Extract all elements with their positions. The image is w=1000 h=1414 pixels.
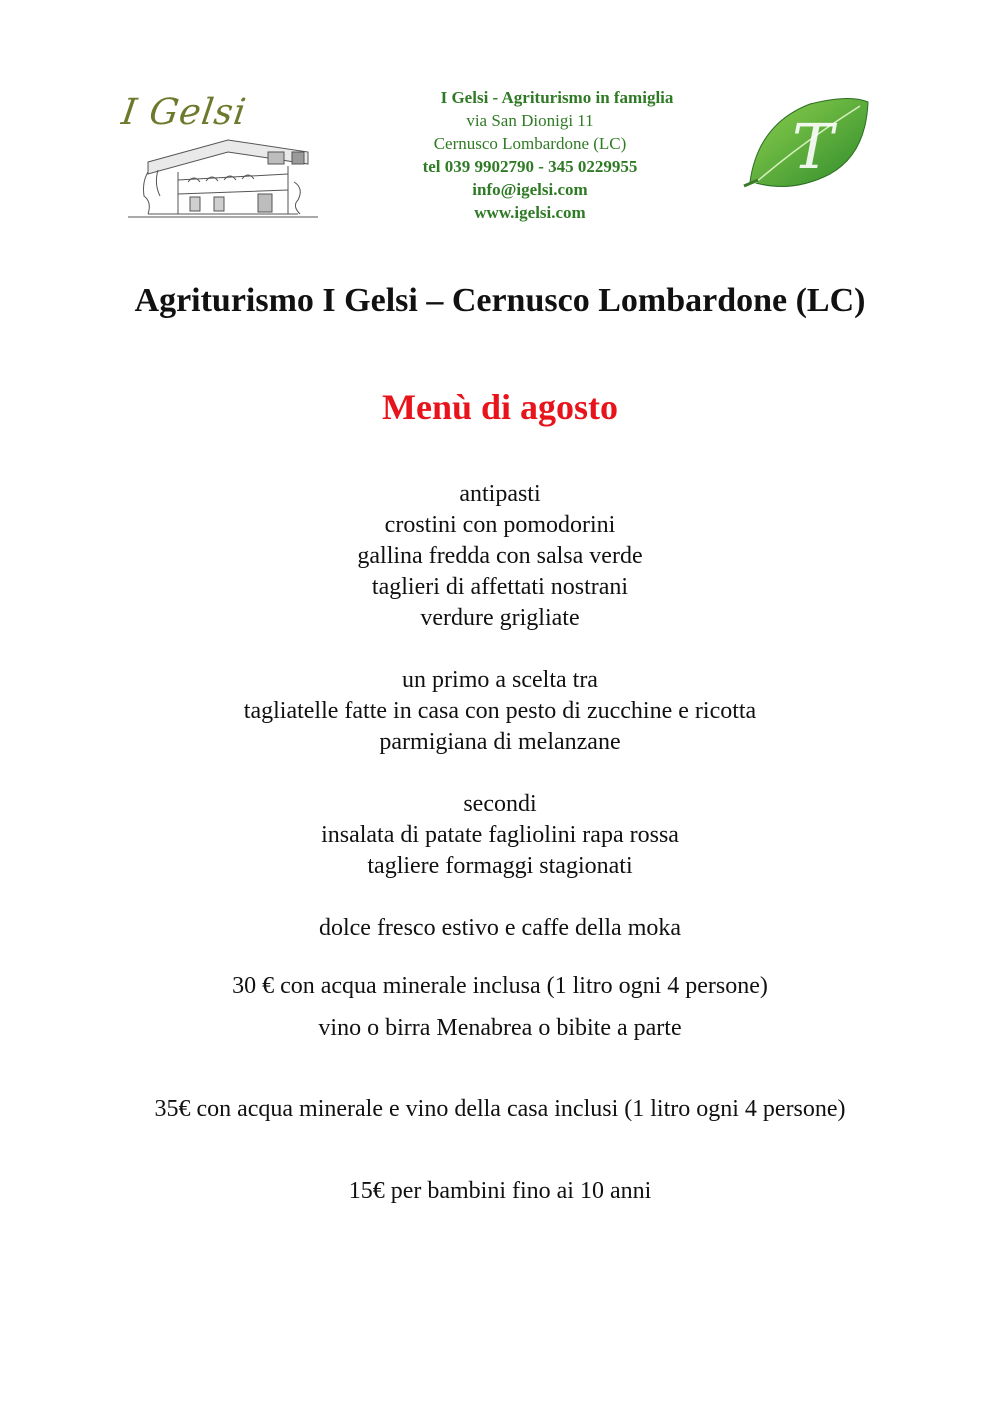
email-address: info@igelsi.com xyxy=(472,180,588,199)
price-line-children: 15€ per bambini fino ai 10 anni xyxy=(348,1178,652,1204)
logo-text: I Gelsi xyxy=(119,92,250,133)
drinks-note: vino o birra Menabrea o bibite a parte xyxy=(318,1015,682,1041)
address-city: Cernusco Lombardone (LC) xyxy=(433,134,627,153)
menu-item: tagliere formaggi stagionati xyxy=(367,853,633,879)
page-title: Agriturismo I Gelsi – Cernusco Lombardone (LC) xyxy=(134,282,866,319)
price-line-30: 30 € con acqua minerale inclusa (1 litro ogni 4 persone) xyxy=(232,973,768,999)
section-heading-primi: un primo a scelta tra xyxy=(402,667,598,693)
menu-item: gallina fredda con salsa verde xyxy=(357,543,643,569)
igelsi-logo xyxy=(118,92,328,222)
section-heading-secondi: secondi xyxy=(463,791,537,817)
phone-number: tel 039 9902790 - 345 0229955 xyxy=(422,157,638,176)
spacer xyxy=(0,634,1000,665)
leaf-logo-icon xyxy=(740,94,875,194)
dessert-line: dolce fresco estivo e caffe della moka xyxy=(318,915,682,941)
section-heading-antipasti: antipasti xyxy=(459,481,541,507)
spacer xyxy=(0,882,1000,913)
menu-item: parmigiana di melanzane xyxy=(379,729,621,755)
price-line-35: 35€ con acqua minerale e vino della casa inclusi (1 litro ogni 4 persone) xyxy=(154,1096,846,1122)
menu-item: tagliatelle fatte in casa con pesto di zucchine e ricotta xyxy=(243,698,757,724)
menu-item: verdure grigliate xyxy=(420,605,580,631)
menu-item: crostini con pomodorini xyxy=(384,512,616,538)
leaf-letter: T xyxy=(792,110,834,183)
menu-item: insalata di patate fagliolini rapa rossa xyxy=(321,822,679,848)
address-street: via San Dionigi 11 xyxy=(466,111,594,130)
contact-block xyxy=(380,86,680,224)
spacer xyxy=(0,758,1000,789)
menu-item: taglieri di affettati nostrani xyxy=(371,574,629,600)
website-link: www.igelsi.com xyxy=(474,203,586,222)
farmhouse-sketch-icon xyxy=(118,122,328,222)
menu-title: Menù di agosto xyxy=(381,387,619,427)
menu-body xyxy=(0,479,1000,944)
contact-name: I Gelsi - Agriturismo in famiglia xyxy=(440,88,674,107)
